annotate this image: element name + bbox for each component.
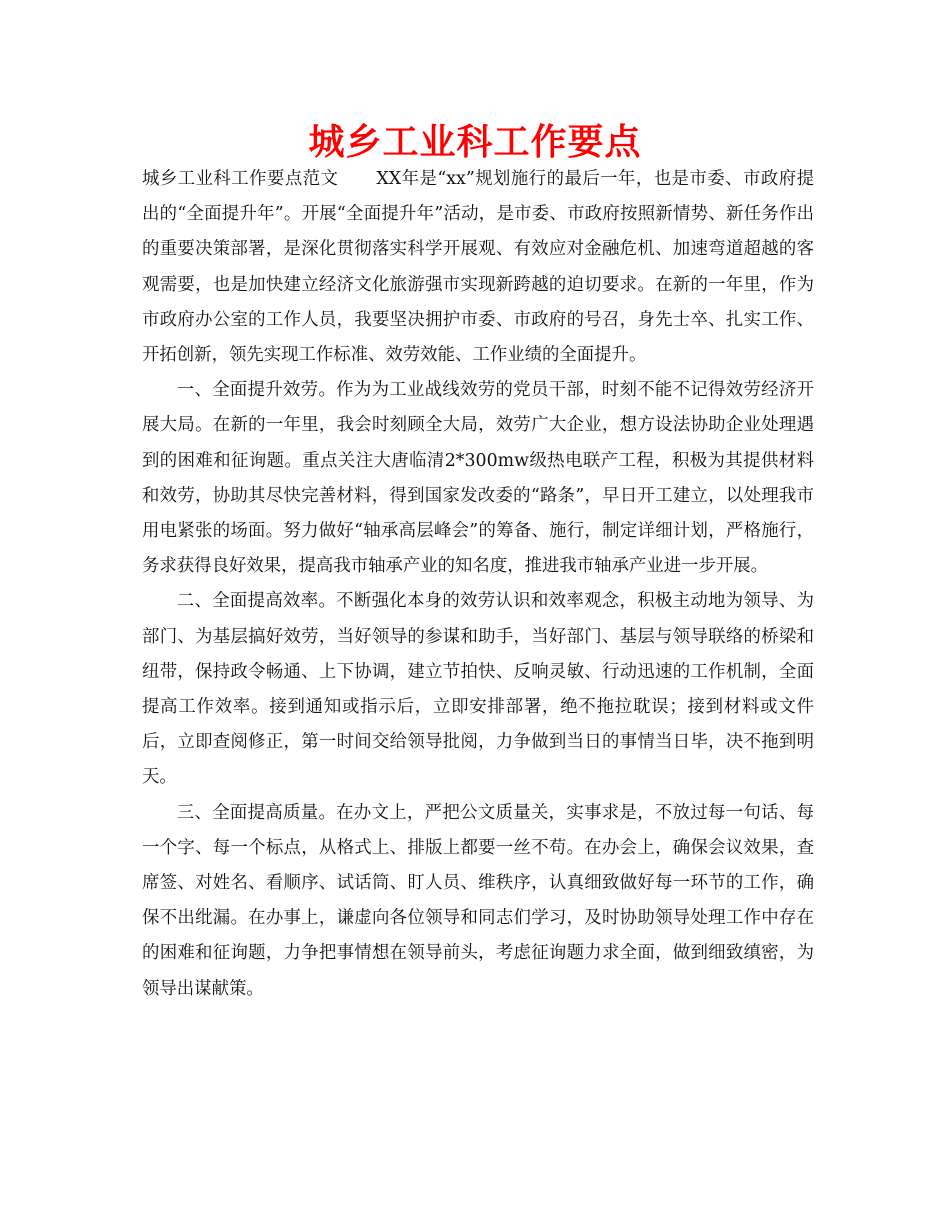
paragraph-3: 三、全面提高质量。在办文上，严把公文质量关，实事求是，不放过每一句话、每一个字、每一个标点，从格式上、排版上都要一丝不苟。在办会上，确保会议效果，查席签、对姓名、看顺序、试话筒、盯人员、维秩序，认真细致做好每一环节的工作，确保不出纰漏。在办事上，谦虚向各位领导和同志们学习，及时协助领导处理工作中存在的困难和征询题，力争把事情想在领导前头，考虑征询题力求全面，做到细致缜密，为领导出谋献策。 xyxy=(142,802,814,999)
intro-paragraph xyxy=(142,162,814,373)
intro-lead: 城乡工业科工作要点范文 xyxy=(142,169,339,189)
document-body xyxy=(142,162,814,1007)
paragraph-2: 二、全面提高效率。不断强化本身的效劳认识和效率观念，积极主动地为领导、为部门、为基层搞好效劳，当好领导的参谋和助手，当好部门、基层与领导联络的桥梁和纽带，保持政令畅通、上下协调，建立节拍快、反响灵敏、行动迅速的工作机制，全面提高工作效率。接到通知或指示后，立即安排部署，绝不拖拉耽误；接到材料或文件后，立即查阅修正，第一时间交给领导批阅，力争做到当日的事情当日毕，决不拖到明天。 xyxy=(142,591,814,788)
intro-body: XX年是“xx”规划施行的最后一年，也是市委、市政府提出的“全面提升年”。开展“全面提升年”活动，是市委、市政府按照新情势、新任务作出的重要决策部署，是深化贯彻落实科学开展观、有效应对金融危机、加速弯道超越的客观需要，也是加快建立经济文化旅游强市实现新跨越的迫切要求。在新的一年里，作为市政府办公室的工作人员，我要坚决拥护市委、市政府的号召，身先士卒、扎实工作、开拓创新，领先实现工作标准、效劳效能、工作业绩的全面提升。 xyxy=(142,169,814,366)
document-title: 城乡工业科工作要点 xyxy=(308,122,642,163)
paragraph-1: 一、全面提升效劳。作为为工业战线效劳的党员干部，时刻不能不记得效劳经济开展大局。在新的一年里，我会时刻顾全大局，效劳广大企业，想方设法协助企业处理遇到的困难和征询题。重点关注大唐临清2*300mw级热电联产工程，积极为其提供材料和效劳，协助其尽快完善材料，得到国家发改委的“路条”，早日开工建立，以处理我市用电紧张的场面。努力做好“轴承高层峰会”的筹备、施行，制定详细计划，严格施行，务求获得良好效果，提高我市轴承产业的知名度，推进我市轴承产业进一步开展。 xyxy=(142,380,814,577)
